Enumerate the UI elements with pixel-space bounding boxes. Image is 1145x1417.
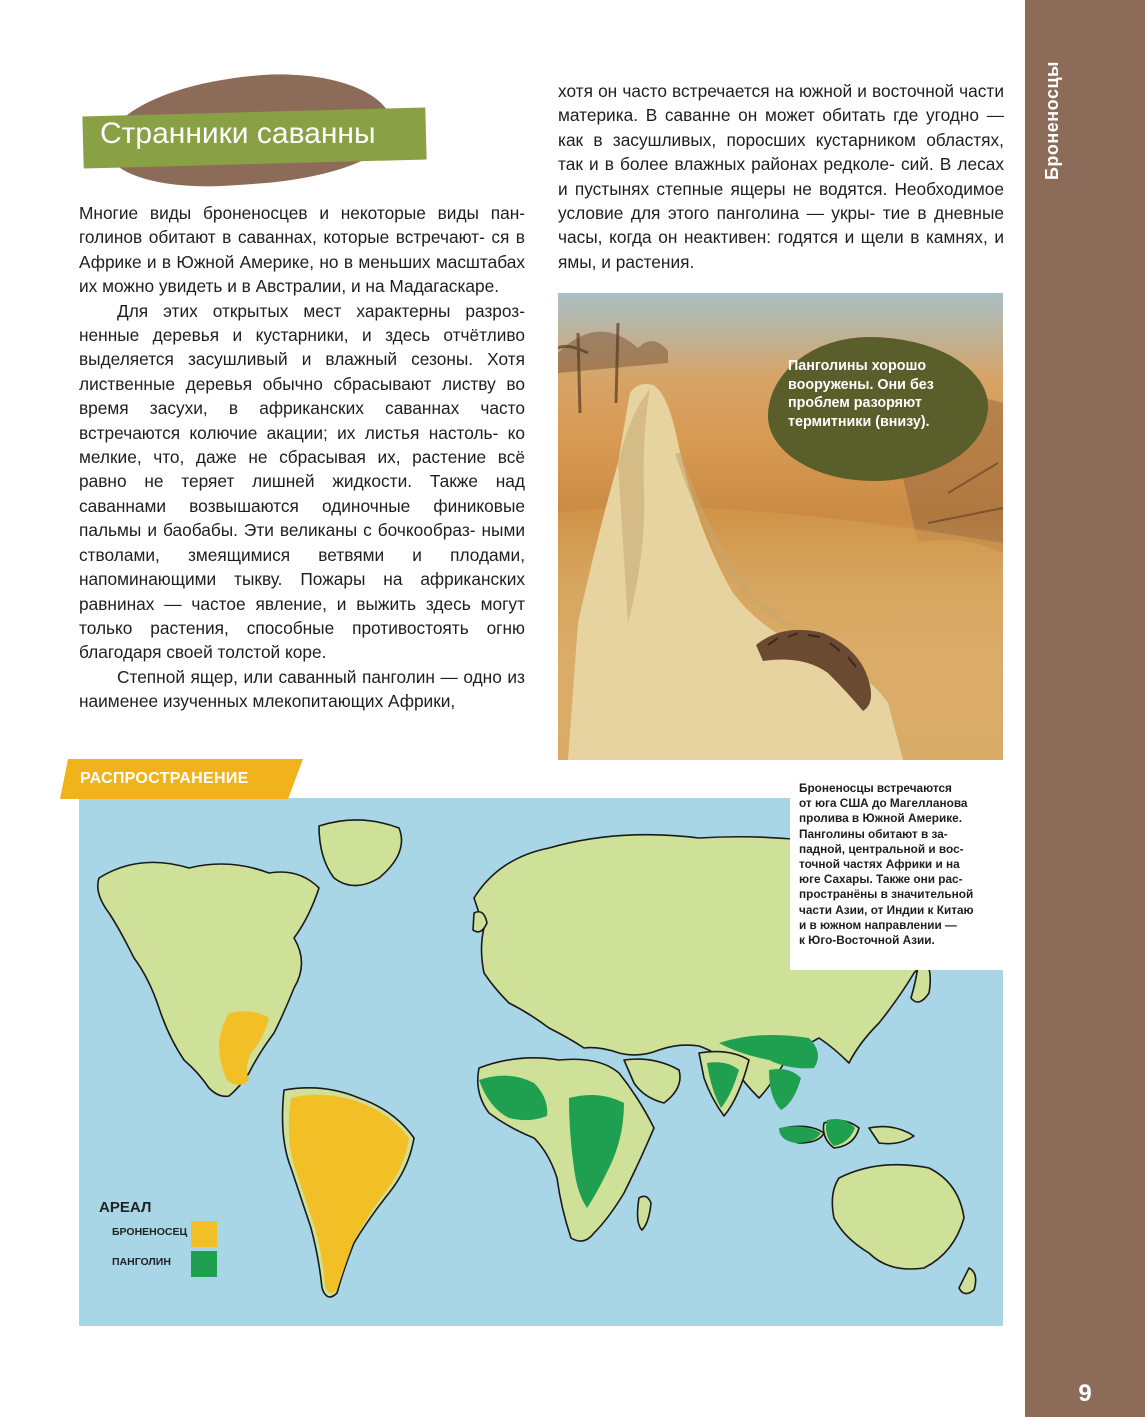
chapter-sidebar	[1025, 0, 1145, 1417]
legend-swatch	[191, 1251, 217, 1277]
text-line: Для этих открытых мест характерны разроз-	[117, 300, 525, 321]
note-line: от юга США до Магелланова	[799, 796, 968, 811]
text-line: только растения, способные противостоять огню	[79, 617, 525, 638]
text-line: сий. В лесах и пустынях степные ящеры не водятся.	[558, 154, 1004, 199]
caption-line: Панголины хорошо	[788, 358, 927, 374]
legend-label: БРОНЕНОСЕЦ	[112, 1226, 188, 1238]
page-number: 9	[1078, 1380, 1092, 1407]
legend-swatch	[191, 1221, 217, 1247]
chapter-title: Броненосцы	[1042, 61, 1062, 180]
text-line: напоминающими тыкву. Пожары на африканских	[79, 569, 525, 590]
text-line: ко мелкие, что, даже не сбрасывая их, растение	[79, 422, 526, 468]
text-line: из наименее изученных млекопитающих Африки,	[79, 666, 525, 712]
text-line: во время засухи, в африканских саваннах часто	[79, 373, 525, 419]
photo-caption	[788, 357, 968, 431]
text-line: встречаются колючие акации; их листья настоль-	[79, 422, 499, 443]
text-line: Необходимое условие для этого панголина — укры-	[558, 178, 1004, 224]
text-line: и щели в камнях, и ямы, и растения.	[558, 227, 1005, 272]
paragraph-3	[79, 665, 525, 714]
note-line: пространёны в значительной	[799, 887, 974, 902]
note-line: Броненосцы встречаются	[799, 781, 952, 795]
text-line: Степной ящер, или саванный панголин — одно	[117, 666, 502, 687]
right-text-column	[558, 79, 1004, 274]
text-line: Многие виды броненосцев и некоторые виды пан-	[79, 203, 525, 223]
text-line: ненные деревья и кустарники, и здесь отчётливо	[79, 325, 525, 346]
note-line: юге Сахары. Также они рас-	[799, 872, 963, 887]
text-line: части материка. В саванне он может обитать где	[558, 81, 1004, 126]
map-note-text	[799, 781, 1004, 948]
paragraph-2	[79, 299, 525, 665]
paragraph-1	[79, 201, 525, 299]
caption-line: вооружены. Они без	[788, 376, 934, 393]
text-line: тие в дневные часы, когда он неактивен: годятся	[558, 203, 1004, 248]
text-line: саваннами возвышаются одиночные финиковые	[79, 495, 525, 516]
note-line: и в южном направлении —	[799, 917, 957, 932]
note-line: Панголины обитают в за-	[799, 826, 948, 841]
text-line: хотя он часто встречается на южной и восточной	[558, 81, 955, 101]
section-title: Странники саванны	[100, 117, 376, 150]
text-line: всё равно не теряет лишней жидкости. Также над	[79, 447, 525, 492]
text-line: лиственные деревья обычно сбрасывают листву	[79, 373, 496, 394]
note-line: части Азии, от Индии к Китаю	[799, 902, 974, 917]
text-line: равнинах — частое явление, и выжить здесь могут	[79, 593, 525, 614]
legend-item-pangolin	[99, 1251, 217, 1277]
text-line: масштабах их можно увидеть и в Австралии, и на	[79, 251, 525, 297]
caption-line: термитники (внизу).	[788, 413, 930, 430]
left-text-column	[79, 201, 525, 714]
text-line: благодаря своей толстой коре.	[79, 642, 327, 663]
text-line: голинов обитают в саваннах, которые встречают-	[79, 227, 485, 248]
text-line: Мадагаскаре.	[389, 276, 500, 297]
legend-item-armadillo	[99, 1221, 217, 1247]
note-line: к Юго-Восточной Азии.	[799, 933, 935, 948]
text-line: ными стволами, змеящимися ветвями и плодами,	[79, 520, 525, 565]
paragraph-4	[558, 79, 1004, 274]
text-line: пальмы и баобабы. Эти великаны с бочкообраз-	[79, 520, 476, 541]
text-line: ся в Африке и в Южной Америке, но в меньших	[79, 227, 525, 272]
legend-title: АРЕАЛ	[99, 1199, 152, 1216]
text-line: выделяется засушливый и влажный сезоны. Хотя	[79, 349, 525, 370]
legend-label: ПАНГОЛИН	[112, 1256, 171, 1268]
text-line: угодно — как в засушливых, поросших кустарником	[558, 105, 1004, 150]
caption-line: проблем разоряют	[788, 395, 922, 411]
note-line: пролива в Южной Америке.	[799, 811, 962, 826]
section-tab-label: РАСПРОСТРАНЕНИЕ	[80, 770, 249, 787]
note-line: точной частях Африки и на	[799, 857, 960, 872]
text-line: областях, так и в более влажных районах редколе-	[558, 129, 1004, 175]
note-line: падной, центральной и вос-	[799, 841, 964, 856]
